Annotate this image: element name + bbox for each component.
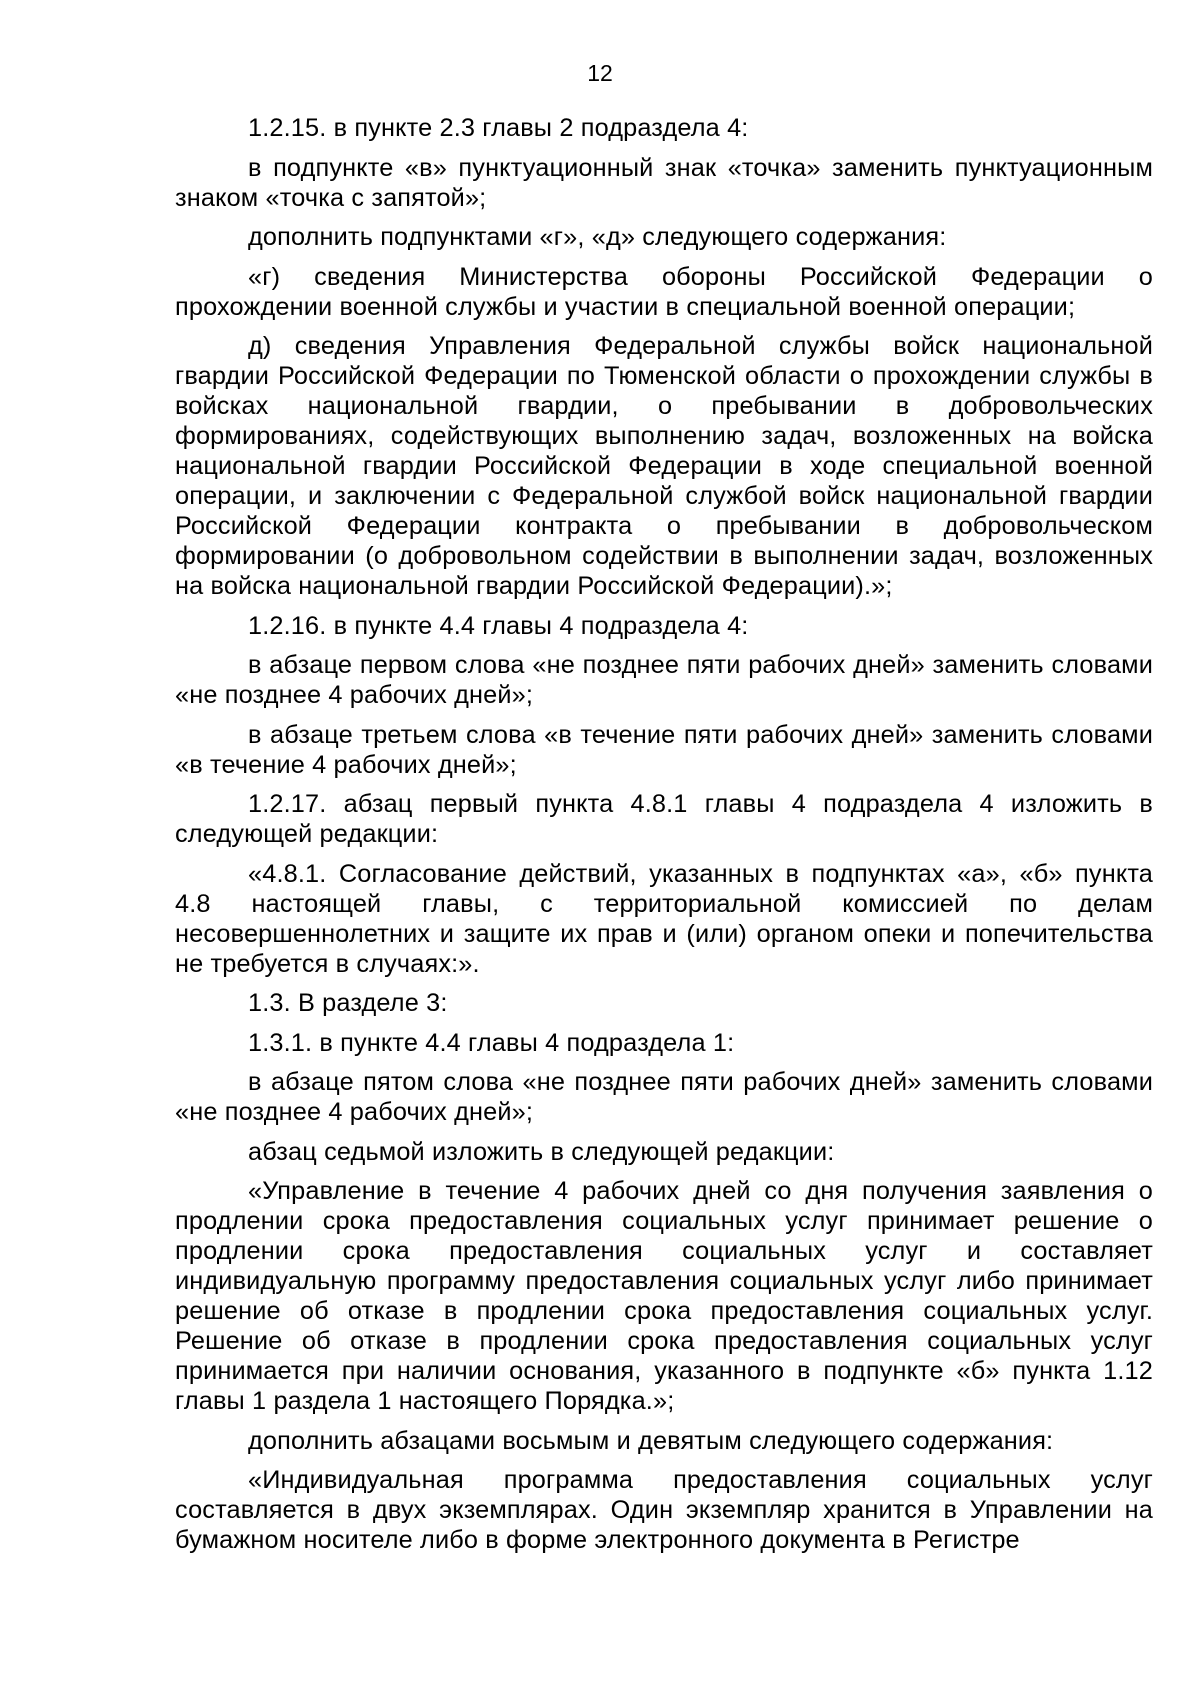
paragraph-upravlenie: «Управление в течение 4 рабочих дней со дня получения заявления о продлении срока предоставления социальных услуг принимает решение о продлении срока предоставления социальных услуг и составляет индивидуальную программу предоставления социальных услуг либо принимает решение об отказе в продлении срока предоставления социальных услуг. Решение об отказе в продлении срока предоставления социальных услуг принимается при наличии основания, указанного в подпункте «б» пункта 1.12 главы 1 раздела 1 настоящего Порядка.»; xyxy=(175,1177,1153,1415)
paragraph-third-abzac: в абзаце третьем слова «в течение пяти рабочих дней» заменить словами «в течение 4 рабочих дней»; xyxy=(175,720,1153,779)
paragraph-1-2-16: 1.2.16. в пункте 4.4 главы 4 подраздела 4: xyxy=(248,611,749,640)
paragraph-1-2-15: 1.2.15. в пункте 2.3 главы 2 подраздела 4: xyxy=(248,114,749,142)
document-body xyxy=(175,113,1153,1565)
paragraph-first-abzac: в абзаце первом слова «не позднее пяти рабочих дней» заменить словами «не позднее 4 рабочих дней»; xyxy=(175,651,1153,709)
paragraph-subpoint-d: д) сведения Управления Федеральной службы войск национальной гвардии Российской Федерации по Тюменской области о прохождении службы в войсках национальной гвардии, о пребывании в добровольческих формированиях, содействующих выполнению задач, возложенных на войска национальной гвардии Российской Федерации в ходе специальной военной операции, и заключении с Федеральной службой войск национальной гвардии Российской Федерации контракта о пребывании в добровольческом формировании (о добровольном содействии в выполнении задач, возложенных на войска национальной гвардии Российской Федерации).»; xyxy=(175,332,1153,600)
paragraph-1-3: 1.3. В разделе 3: xyxy=(248,989,448,1017)
paragraph-add-eighth-ninth: дополнить абзацами восьмым и девятым следующего содержания: xyxy=(248,1426,1054,1455)
paragraph-seventh-abzac: абзац седьмой изложить в следующей редакции: xyxy=(248,1137,835,1166)
paragraph-subpoint-v: в подпункте «в» пунктуационный знак «точка» заменить пунктуационным знаком «точка с запятой»; xyxy=(175,153,1153,212)
paragraph-add-subpoints: дополнить подпунктами «г», «д» следующего содержания: xyxy=(248,223,947,251)
paragraph-subpoint-g: «г) сведения Министерства обороны Российской Федерации о прохождении военной службы и участии в специальной военной операции; xyxy=(175,262,1153,321)
paragraph-1-3-1: 1.3.1. в пункте 4.4 главы 4 подраздела 1: xyxy=(248,1028,735,1057)
page-number: 12 xyxy=(587,60,613,86)
paragraph-fifth-abzac: в абзаце пятом слова «не позднее пяти рабочих дней» заменить словами «не позднее 4 рабочих дней»; xyxy=(175,1068,1153,1126)
paragraph-4-8-1: «4.8.1. Согласование действий, указанных в подпунктах «а», «б» пункта 4.8 настоящей главы, с территориальной комиссией по делам несовершеннолетних и защите их прав и (или) органом опеки и попечительства не требуется в случаях:». xyxy=(175,859,1153,978)
paragraph-1-2-17: 1.2.17. абзац первый пункта 4.8.1 главы 4 подраздела 4 изложить в следующей редакции: xyxy=(175,790,1153,848)
paragraph-individual-program: «Индивидуальная программа предоставления социальных услуг составляется в двух экземплярах. Один экземпляр хранится в Управлении на бумажном носителе либо в форме электронного документа в Регистре xyxy=(175,1466,1153,1554)
